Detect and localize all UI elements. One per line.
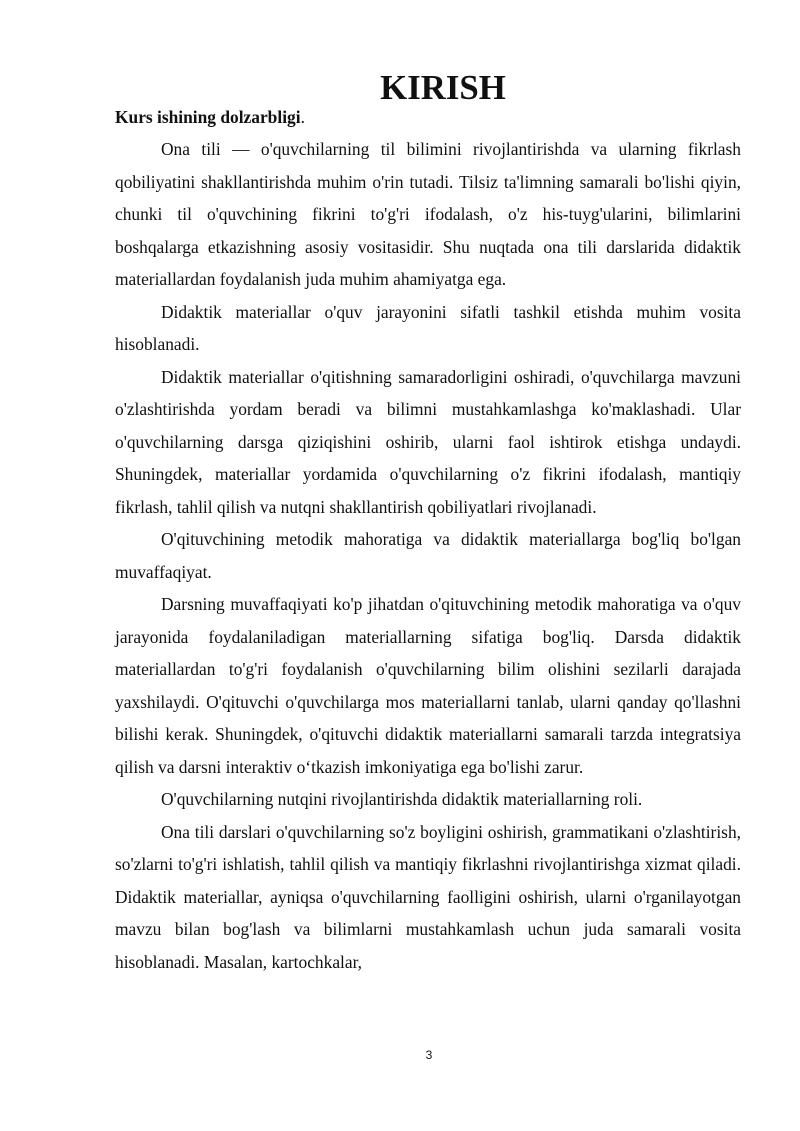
paragraph-1: Ona tili — o'quvchilarning til bilimini rivojlantirishda va ularning fikrlash qobiliyatini shakllantirishda muhim o'rin tutadi. Tilsiz ta'limning samarali bo'lishi qiyin, chunki til o'quvchining fikrini to'g'ri ifodalash, o'z his-tuyg'ularini, bilimlarini boshqalarga etkazishning asosiy vositasidir. Shu nuqtada ona tili darslarida didaktik materiallardan foydalanish juda muhim ahamiyatga ega. — [115, 139, 741, 289]
page-number: 3 — [425, 1048, 433, 1062]
paragraph-2: Didaktik materiallar o'quv jarayonini sifatli tashkil etishda muhim vosita hisoblanadi. — [115, 301, 741, 354]
section-heading-punctuation: . — [300, 107, 305, 127]
paragraph-4: O'qituvchining metodik mahoratiga va didaktik materiallarga bog'liq bo'lgan muvaffaqiyat. — [115, 529, 741, 582]
paragraph-7: Ona tili darslari o'quvchilarning so'z boyligini oshirish, grammatikani o'zlashtirish, so'zlarni to'g'ri ishlatish, tahlil qilish va mantiqiy fikrlashni rivojlantirishga xizmat qiladi. Didaktik materiallar, ayniqsa o'quvchilarning faolligini oshirish, ularni o'rganilayotgan mavzu bilan bog'lash va bilimlarni mustahkamlash uchun juda samarali vosita hisoblanadi. Masalan, kartochkalar, — [115, 821, 741, 972]
paragraph-6: O'quvchilarning nutqini rivojlantirishda didaktik materiallarning roli. — [161, 789, 643, 809]
paragraph-5: Darsning muvaffaqiyati ko'p jihatdan o'qituvchining metodik mahoratiga va o'quv jarayonida foydalaniladigan materiallarning sifatiga bog'liq. Darsda didaktik materiallardan to'g'ri foydalanish o'quvchilarning bilim olishini sezilarli darajada yaxshilaydi. O'qituvchi o'quvchilarga mos materiallarni tanlab, ularni qanday qo'llashni bilishi kerak. Shuningdek, o'qituvchi didaktik materiallarni samarali tarzda integratsiya qilish va darsni interaktiv o‘tkazish imkoniyatiga ega bo'lishi zarur. — [115, 594, 741, 777]
page-title: KIRISH — [380, 68, 506, 107]
paragraph-3: Didaktik materiallar o'qitishning samaradorligini oshiradi, o'quvchilarga mavzuni o'zlashtirishda yordam beradi va bilimni mustahkamlashga ko'maklashadi. Ular o'quvchilarning darsga qiziqishini oshirib, ularni faol ishtirok etishga undaydi. Shuningdek, materiallar yordamida o'quvchilarning o'z fikrini ifodalash, mantiqiy fikrlash, tahlil qilish va nutqni shakllantirish qobiliyatlari rivojlanadi. — [115, 366, 741, 517]
section-heading-text: Kurs ishining dolzarbligi — [115, 107, 301, 127]
page-content — [115, 68, 741, 978]
